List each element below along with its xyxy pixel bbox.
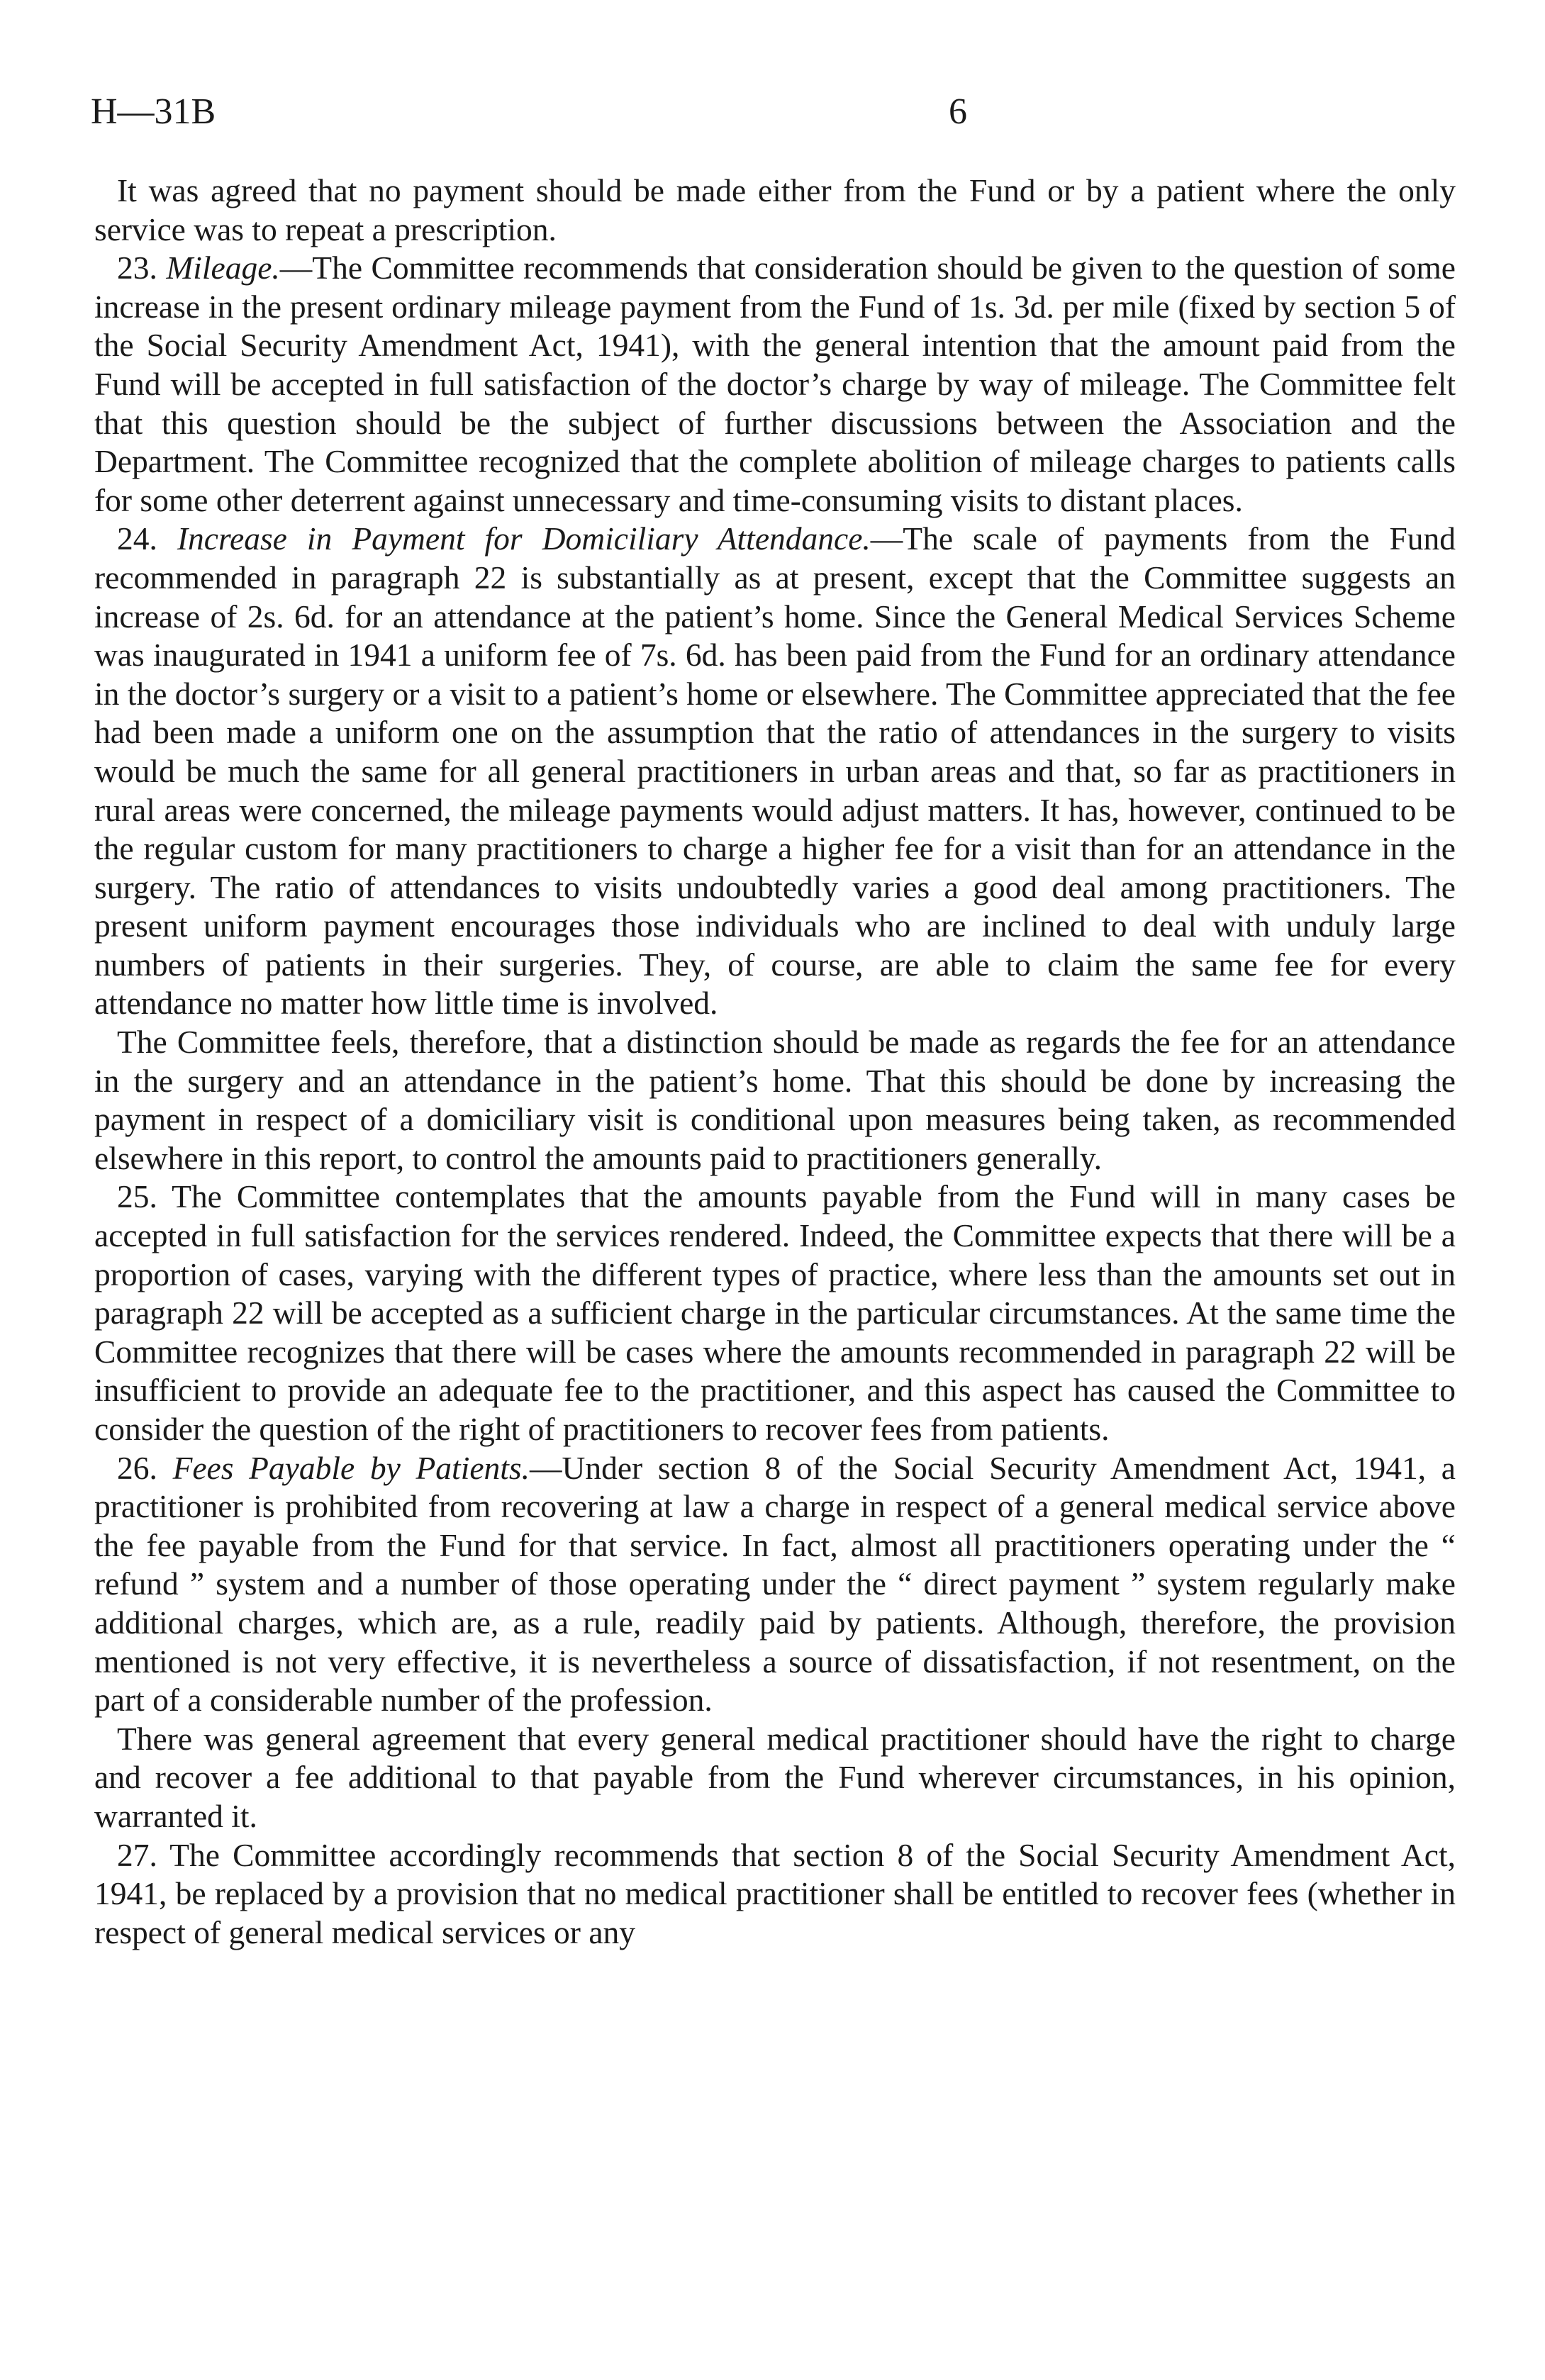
- page-number: 6: [949, 91, 967, 132]
- paragraph-number: 23.: [117, 250, 157, 286]
- paragraph-26: [94, 1449, 1456, 1720]
- paragraph-26-continued: [94, 1720, 1456, 1836]
- paragraph-text: —The scale of payments from the Fund recommended in paragraph 22 is substantially as at present, except that the Committee suggests an increase of 2s. 6d. for an attendance at the patient’s home. Since the General Medical Services Scheme was inaugurated in 1941 a uniform fee of 7s. 6d. has been paid from the Fund for an ordinary attendance in the doctor’s surgery or a visit to a patient’s home or elsewhere. The Committee appreciated that the fee had been made a uniform one on the assumption that the ratio of attendances in the surgery to visits would be much the same for all general practitioners in urban areas and that, so far as practitioners in rural areas were concerned, the mileage payments would adjust matters. It has, however, continued to be the regular custom for many practitioners to charge a higher fee for a visit than for an attendance in the surgery. The ratio of attendances to visits undoubtedly varies a good deal among practitioners. The present uniform payment encourages those individuals who are inclined to deal with unduly large numbers of patients in their surgeries. They, of course, are able to claim the same fee for every attendance no matter how little time is involved.: [94, 520, 1456, 1022]
- paragraph-heading: Fees Payable by Patients.: [172, 1449, 530, 1486]
- paragraph-25: [94, 1178, 1456, 1448]
- paragraph-text: There was general agreement that every general medical practitioner should have the right to charge and recover a fee additional to that payable from the Fund wherever circumstances, in his opinion, warranted it.: [94, 1720, 1456, 1834]
- paragraph-24: [94, 520, 1456, 1023]
- document-reference: H—31B: [91, 91, 216, 132]
- document-body: [94, 172, 1456, 1952]
- paragraph-text: —The Committee recommends that consideration should be given to the question of some increase in the present ordinary mileage payment from the Fund of 1s. 3d. per mile (fixed by section 5 of the Social Security Amendment Act, 1941), with the general intention that the amount paid from the Fund will be accepted in full satisfaction of the doctor’s charge by way of mileage. The Committee felt that this question should be the subject of further discussions between the Association and the Department. The Committee recognized that the complete abolition of mileage charges to patients calls for some other deterrent against unnecessary and time-consuming visits to distant places.: [94, 250, 1456, 518]
- paragraph-text: The Committee accordingly recommends that section 8 of the Social Security Amendment Act, 1941, be replaced by a provision that no medical practitioner shall be entitled to recover fees (whether in respect of general medical services or any: [94, 1836, 1456, 1950]
- paragraph-number: 24.: [117, 520, 157, 557]
- paragraph-number: 27.: [117, 1836, 157, 1873]
- page-header: [91, 91, 1463, 140]
- paragraph-heading: Mileage.: [166, 250, 280, 286]
- paragraph-text: —Under section 8 of the Social Security Amendment Act, 1941, a practitioner is prohibited from recovering at law a charge in respect of a general medical service above the fee payable from the Fund for that service. In fact, almost all practitioners operating under the “ refund ” system and a number of those operating under the “ direct payment ” system regularly make additional charges, which are, as a rule, readily paid by patients. Although, therefore, the provision mentioned is not very effective, it is nevertheless a source of dissatisfaction, if not resentment, on the part of a considerable number of the profession.: [94, 1449, 1456, 1719]
- paragraph-text: The Committee feels, therefore, that a distinction should be made as regards the fee for an attendance in the surgery and an attendance in the patient’s home. That this should be done by increasing the payment in respect of a domiciliary visit is conditional upon measures being taken, as recommended elsewhere in this report, to control the amounts paid to practitioners generally.: [94, 1024, 1456, 1176]
- paragraph-number: 25.: [117, 1178, 157, 1215]
- paragraph-intro: [94, 172, 1456, 249]
- paragraph-text: The Committee contemplates that the amounts payable from the Fund will in many cases be accepted in full satisfaction for the services rendered. Indeed, the Committee expects that there will be a proportion of cases, varying with the different types of practice, where less than the amounts set out in paragraph 22 will be accepted as a sufficient charge in the particular circumstances. At the same time the Committee recognizes that there will be cases where the amounts recommended in paragraph 22 will be insufficient to provide an adequate fee to the practitioner, and this aspect has caused the Committee to consider the question of the right of practitioners to recover fees from patients.: [94, 1178, 1456, 1447]
- paragraph-27: [94, 1836, 1456, 1952]
- paragraph-number: 26.: [117, 1449, 157, 1486]
- paragraph-text: It was agreed that no payment should be made either from the Fund or by a patient where the only service was to repeat a prescription.: [94, 172, 1456, 247]
- paragraph-heading: Increase in Payment for Domiciliary Attendance.: [177, 520, 871, 557]
- paragraph-23: [94, 249, 1456, 520]
- paragraph-24-continued: [94, 1023, 1456, 1178]
